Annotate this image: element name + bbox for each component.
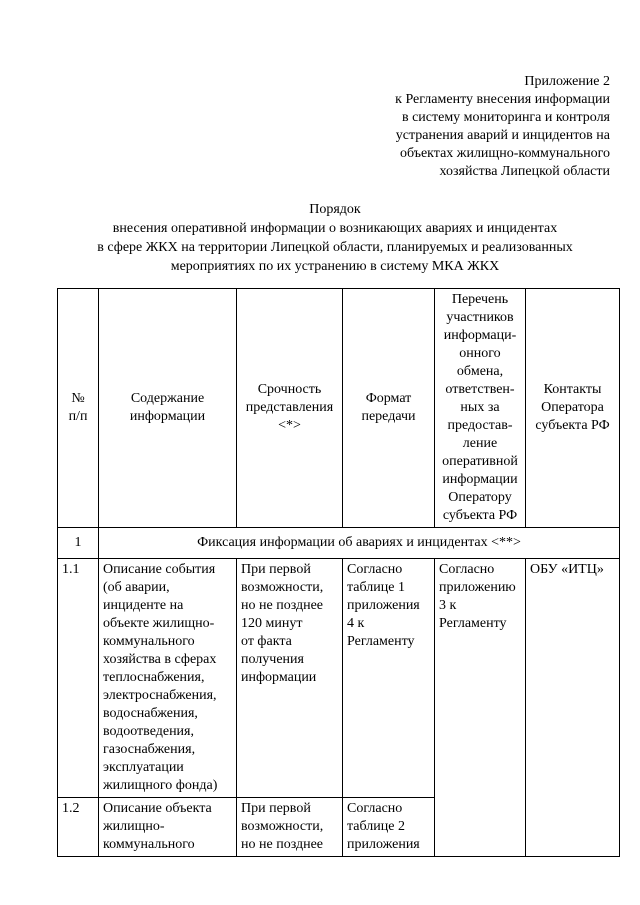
appendix-heading <box>310 73 610 181</box>
procedure-table <box>57 288 620 857</box>
row-format: Согласно таблице 2 приложения <box>343 798 435 857</box>
section-row <box>58 528 620 559</box>
section-number: 1 <box>58 528 99 559</box>
header-cell-contacts: Контакты Оператора субъекта РФ <box>526 289 620 528</box>
appendix-line: к Регламенту внесения информации <box>395 92 610 107</box>
title-line: внесения оперативной информации о возникающих авариях и инцидентах <box>112 221 558 236</box>
table-header-row <box>58 289 620 528</box>
row-participants: Согласно приложению 3 к Регламенту <box>435 559 526 857</box>
header-cell-participants: Перечень участников информаци- онного обмена, ответствен- ных за предостав- ление оперативной информации Оператору субъекта РФ <box>435 289 526 528</box>
row-urgency: При первой возможности, но не позднее <box>237 798 343 857</box>
header-cell-urgency: Срочность представления <*> <box>237 289 343 528</box>
title-line: в сфере ЖКХ на территории Липецкой области, планируемых и реализованных <box>97 240 573 255</box>
header-cell-format: Формат передачи <box>343 289 435 528</box>
appendix-line: устранения аварий и инцидентов на <box>395 128 610 143</box>
title-line: Порядок <box>309 202 361 217</box>
row-number: 1.1 <box>58 559 99 798</box>
header-cell-content: Содержание информации <box>99 289 237 528</box>
row-content: Описание события (об аварии, инциденте на объекте жилищно- коммунального хозяйства в сферах теплоснабжения, электроснабжения, водоснабжения, водоотведения, газоснабжения, эксплуатации жилищного фонда) <box>99 559 237 798</box>
row-format: Согласно таблице 1 приложения 4 к Регламенту <box>343 559 435 798</box>
row-contacts: ОБУ «ИТЦ» <box>526 559 620 857</box>
header-cell-number: № п/п <box>58 289 99 528</box>
appendix-line: объектах жилищно-коммунального <box>399 146 610 161</box>
row-number: 1.2 <box>58 798 99 857</box>
appendix-line: хозяйства Липецкой области <box>439 164 610 179</box>
table-row <box>58 559 620 798</box>
document-title <box>40 200 630 276</box>
section-title: Фиксация информации об авариях и инцидентах <**> <box>99 528 620 559</box>
row-urgency: При первой возможности, но не позднее 120 минут от факта получения информации <box>237 559 343 798</box>
title-line: мероприятиях по их устранению в систему МКА ЖКХ <box>170 259 500 274</box>
appendix-line: в систему мониторинга и контроля <box>401 110 610 125</box>
row-content: Описание объекта жилищно- коммунального <box>99 798 237 857</box>
appendix-line: Приложение 2 <box>524 74 610 89</box>
